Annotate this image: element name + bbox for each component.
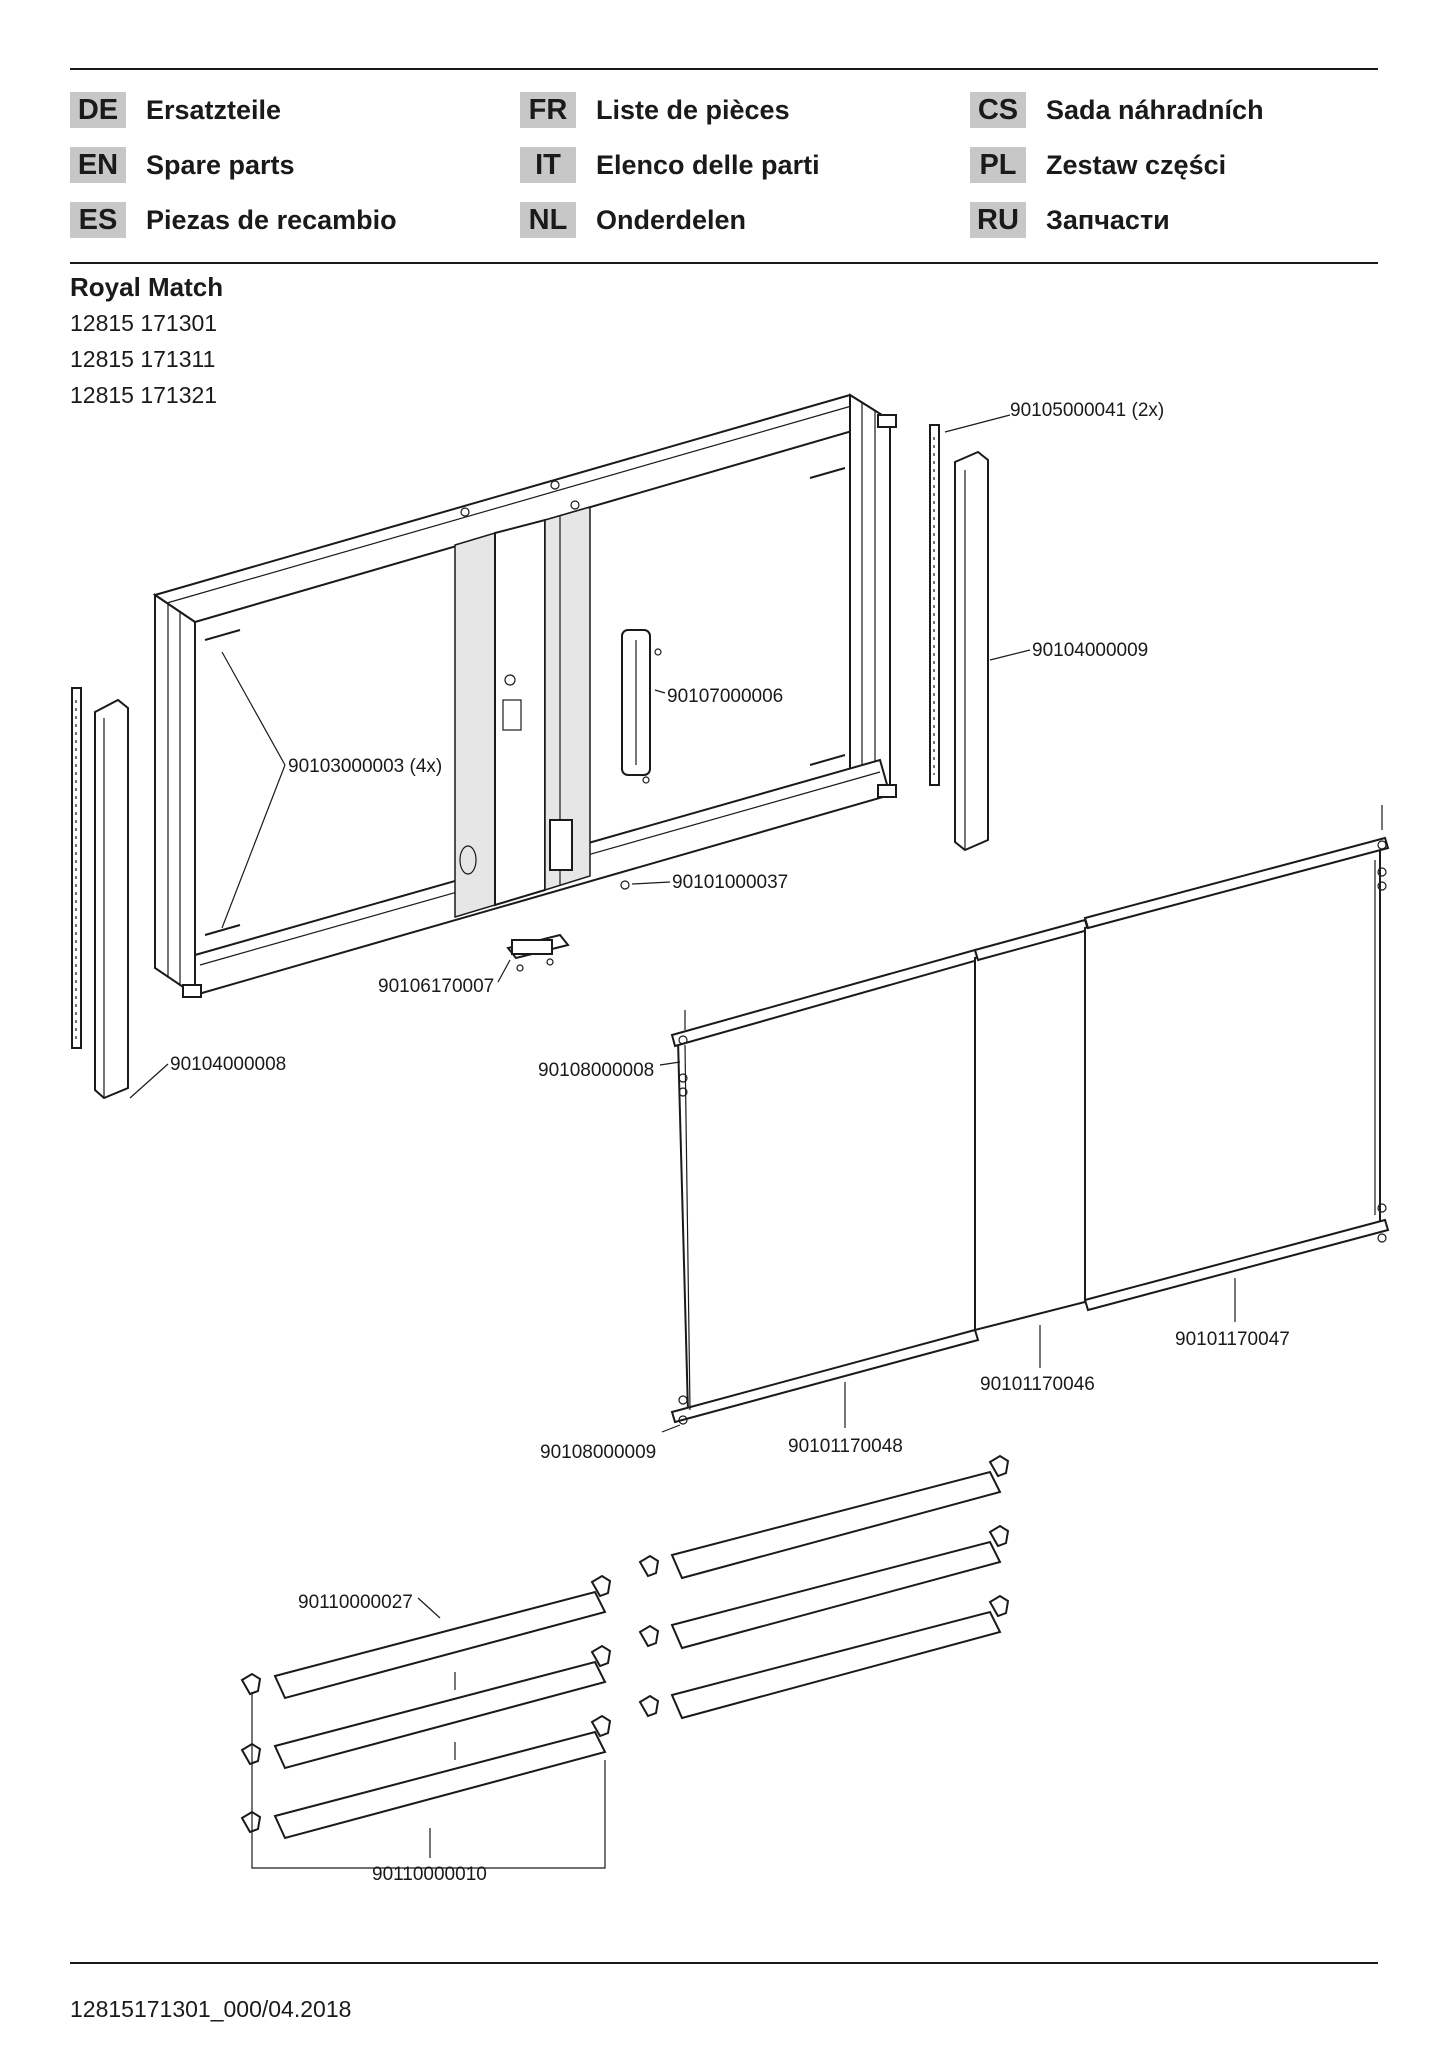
hinge-bracket [508, 935, 568, 971]
lang-code: PL [970, 147, 1026, 183]
part-label-90101000037: 90101000037 [672, 872, 789, 893]
lang-label: Spare parts [146, 149, 295, 180]
part-label-90104000008: 90104000008 [170, 1054, 287, 1075]
middle-door [975, 920, 1088, 1330]
part-label-90101170046: 90101170046 [980, 1374, 1095, 1395]
right-profile [930, 425, 988, 850]
part-label-90101170047: 90101170047 [1175, 1329, 1290, 1350]
cabinet-body [155, 395, 896, 997]
lang-label: Sada náhradních [1046, 94, 1264, 125]
lang-label: Onderdelen [596, 204, 747, 235]
article-number: 12815 171321 [70, 382, 218, 408]
left-profile [72, 688, 128, 1098]
part-label-90107000006: 90107000006 [667, 686, 784, 707]
lang-code: ES [70, 202, 126, 238]
right-door [1085, 838, 1388, 1310]
part-label-90101170048: 90101170048 [788, 1436, 903, 1457]
lang-code: CS [970, 92, 1026, 128]
screw-90101000037 [621, 881, 629, 889]
lang-label: Piezas de recambio [146, 204, 397, 235]
part-label-90105000041: 90105000041 (2x) [1010, 400, 1165, 421]
lang-code: NL [520, 202, 576, 238]
part-label-90103000003: 90103000003 (4x) [288, 756, 443, 777]
part-label-90110000010: 90110000010 [372, 1864, 487, 1885]
part-label-90108000009: 90108000009 [540, 1442, 657, 1463]
lang-code: EN [70, 147, 126, 183]
lang-code: RU [970, 202, 1026, 238]
lang-label: Elenco delle parti [596, 149, 820, 180]
lang-label: Zestaw części [1046, 149, 1227, 180]
article-number: 12815 171311 [70, 346, 216, 372]
lang-label: Liste de pièces [596, 94, 790, 125]
part-label-90110000027: 90110000027 [298, 1592, 413, 1613]
lang-code: FR [520, 92, 576, 128]
lang-code: IT [520, 147, 576, 183]
part-label-90104000009: 90104000009 [1032, 640, 1149, 661]
article-number: 12815 171301 [70, 310, 218, 336]
shelves-left [275, 1592, 605, 1838]
document-code: 12815171301_000/04.2018 [70, 1996, 352, 2022]
left-door [672, 950, 978, 1424]
shelves-right [672, 1472, 1000, 1718]
part-label-90108000008: 90108000008 [538, 1060, 655, 1081]
part-label-90106170007: 90106170007 [378, 976, 495, 997]
door-handle [622, 630, 661, 783]
lang-code: DE [70, 92, 126, 128]
product-name: Royal Match [70, 272, 224, 302]
lang-label: Запчасти [1046, 204, 1170, 235]
lang-label: Ersatzteile [146, 94, 282, 125]
